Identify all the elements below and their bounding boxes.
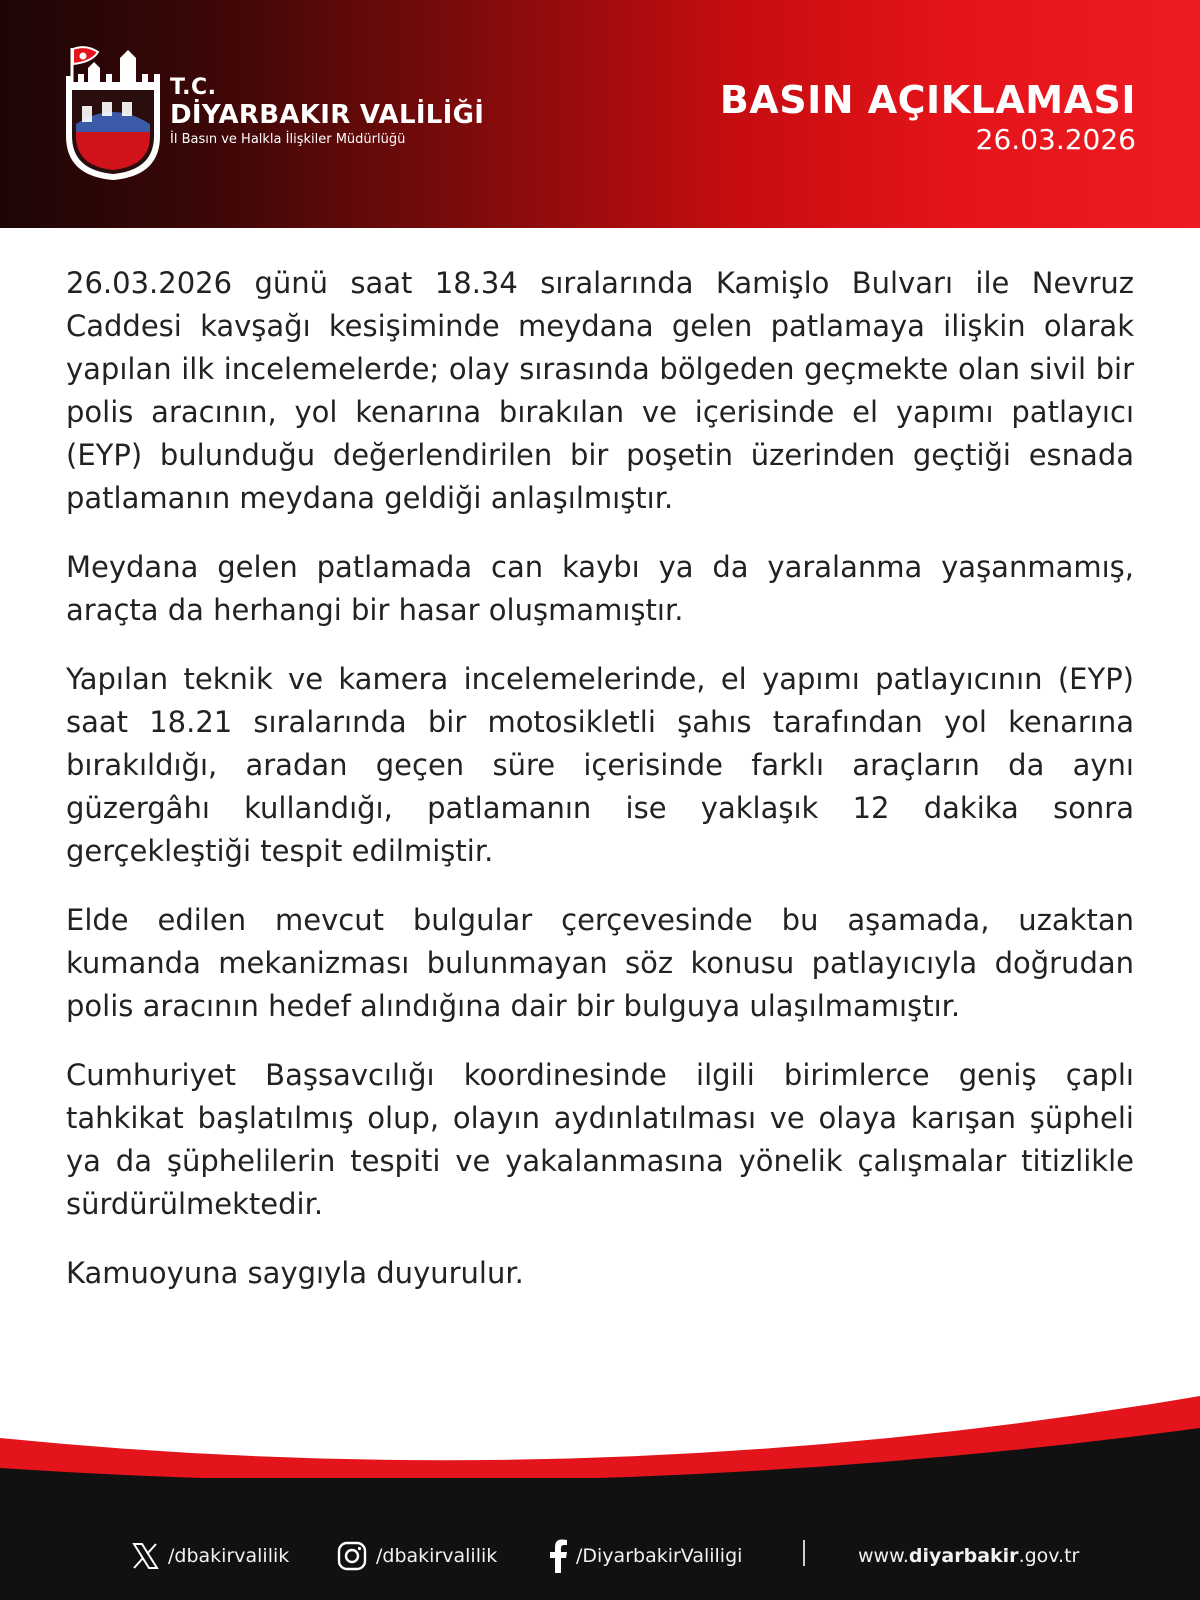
facebook-handle: /DiyarbakirValiligi xyxy=(576,1545,743,1567)
x-handle: /dbakirvalilik xyxy=(168,1545,290,1567)
org-tc: T.C. xyxy=(170,75,217,100)
footer-swoosh xyxy=(0,1388,1200,1488)
paragraph: Elde edilen mevcut bulgular çerçevesinde bu aşamada, uzaktan kumanda mekanizması bulunmayan söz konusu patlayıcıyla doğrudan polis aracının hedef alındığına dair bir bulguya ulaşılmamıştır. xyxy=(66,903,1134,1023)
footer-facebook-link[interactable] xyxy=(548,1538,742,1574)
web-domain: diyarbakir xyxy=(908,1545,1019,1567)
web-prefix: www. xyxy=(858,1545,909,1567)
document-title: BASIN AÇIKLAMASI xyxy=(719,78,1136,122)
header-banner xyxy=(0,0,1200,228)
document-date: 26.03.2026 xyxy=(975,123,1136,156)
org-subtitle: İl Basın ve Halkla İlişkiler Müdürlüğü xyxy=(170,132,406,147)
paragraph: Meydana gelen patlamada can kaybı ya da yaralanma yaşanmamış, araçta da herhangi bir hasar oluşmamıştır. xyxy=(66,550,1134,627)
instagram-icon xyxy=(336,1540,368,1572)
diyarbakir-valiligi-logo xyxy=(58,44,166,184)
footer-instagram-link[interactable] xyxy=(336,1538,497,1574)
press-release-body xyxy=(66,262,1134,1321)
closing-line: Kamuoyuna saygıyla duyurulur. xyxy=(66,1256,524,1290)
paragraph: Cumhuriyet Başsavcılığı koordinesinde ilgili birimlerce geniş çaplı tahkikat başlatılmış olup, olayın aydınlatılması ve olaya karışan şüpheli ya da şüphelilerin tespiti ve yakalanmasına yönelik çalışmalar titizlikle sürdürülmektedir. xyxy=(66,1058,1134,1221)
web-suffix: .gov.tr xyxy=(1018,1545,1080,1567)
footer-separator xyxy=(803,1540,805,1566)
footer-x-link[interactable] xyxy=(130,1538,289,1574)
facebook-icon xyxy=(548,1539,568,1573)
paragraph: 26.03.2026 günü saat 18.34 sıralarında Kamişlo Bulvarı ile Nevruz Caddesi kavşağı kesişiminde meydana gelen patlamaya ilişkin olarak yapılan ilk incelemelerde; olay sırasında bölgeden geçmekte olan sivil bir polis aracının, yol kenarına bırakılan ve içerisinde el yapımı patlayıcı (EYP) bulunduğu değerlendirilen bir poşetin üzerinden geçtiği esnada patlamanın meydana geldiği anlaşılmıştır. xyxy=(66,266,1134,515)
org-name: DİYARBAKIR VALİLİĞİ xyxy=(170,100,485,130)
paragraph: Yapılan teknik ve kamera incelemelerinde, el yapımı patlayıcının (EYP) saat 18.21 sıralarında bir motosikletli şahıs tarafından yol kenarına bırakıldığı, aradan geçen süre içerisinde farklı araçların da aynı güzergâhı kullandığı, patlamanın ise yaklaşık 12 dakika sonra gerçekleştiği tespit edilmiştir. xyxy=(66,662,1134,868)
x-icon xyxy=(130,1541,160,1571)
footer-website-link[interactable] xyxy=(858,1538,1079,1574)
instagram-handle: /dbakirvalilik xyxy=(376,1545,498,1567)
